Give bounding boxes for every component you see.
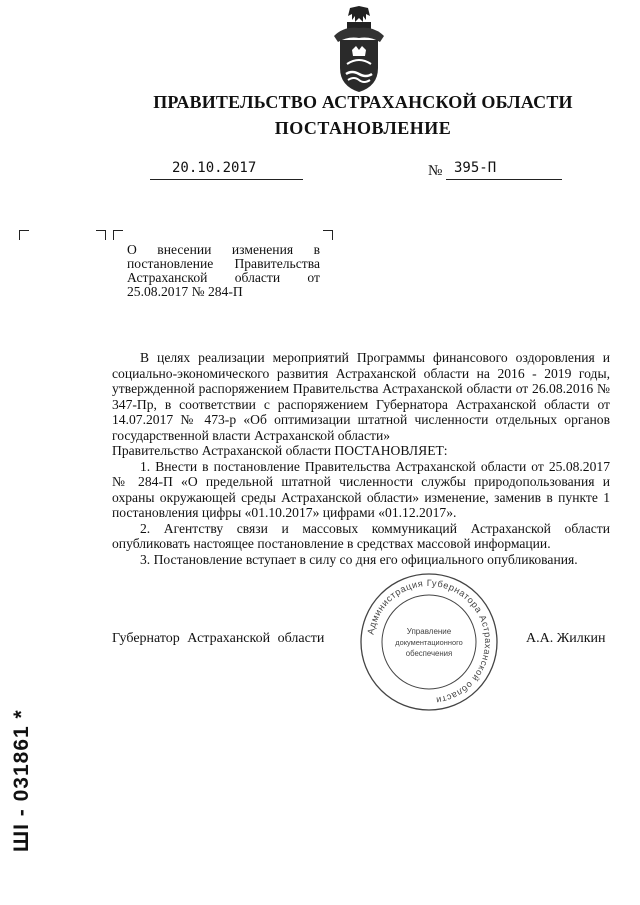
body-text	[112, 350, 610, 567]
corner-mark-subject-right	[323, 230, 333, 240]
official-stamp	[358, 571, 500, 713]
signatory-title: Губернатор Астраханской области	[112, 631, 325, 646]
organization-title: ПРАВИТЕЛЬСТВО АСТРАХАНСКОЙ ОБЛАСТИ	[153, 92, 573, 112]
document-number: 395-П	[454, 160, 497, 176]
document-type-title: ПОСТАНОВЛЕНИЕ	[274, 118, 452, 138]
corner-mark-subject-left	[113, 230, 123, 240]
subject-line: 25.08.2017 № 284-П	[127, 284, 243, 299]
signatory-name: А.А. Жилкин	[526, 631, 606, 646]
number-underline	[446, 179, 562, 180]
stamp-center-line: документационного	[395, 638, 463, 647]
subject-line: постановление Правительства	[127, 256, 320, 271]
subject-block	[127, 243, 320, 299]
stamp-ring-text: Администрация Губернатора Астраханской области	[365, 577, 494, 706]
subject-line: Астраханской области от	[127, 270, 320, 285]
stamp-center-line: обеспечения	[405, 649, 453, 658]
document-date: 20.10.2017	[172, 160, 257, 176]
side-serial-code: ШI - 031861 *	[10, 709, 33, 852]
corner-mark-left	[19, 230, 29, 240]
date-underline	[150, 179, 303, 180]
subject-line: О внесении изменения в	[127, 242, 320, 257]
item-1-paragraph: 1. Внести в постановление Правительства Астраханской области от 25.08.2017 № 284-П «О предельной штатной численности службы природопользования и охраны окружающей среды Астраханской области» изменение, заменив в пункте 1 постановления цифры «01.10.2017» цифрами «01.12.2017».	[112, 458, 610, 520]
item-3-paragraph: 3. Постановление вступает в силу со дня его официального опубликования.	[140, 551, 578, 567]
corner-mark-right	[96, 230, 106, 240]
preamble-paragraph: В целях реализации мероприятий Программы финансового оздоровления и социально-экономического развития Астраханской области на 2016 - 2019 годы, утвержденной распоряжением Правительства Астраханской области от 26.08.2016 № 347-Пр, в соответствии с распоряжением Губернатора Астраханской области от 14.07.2017 № 473-р «Об оптимизации штатной численности отдельных органов государственной власти Астраханской области»	[112, 350, 610, 443]
item-2-paragraph: 2. Агентству связи и массовых коммуникаций Астраханской области опубликовать настоящее постановление в средствах массовой информации.	[112, 520, 610, 551]
coat-of-arms-emblem	[330, 6, 388, 94]
number-label: №	[428, 163, 443, 179]
resolve-paragraph: Правительство Астраханской области ПОСТАНОВЛЯЕТ:	[112, 443, 448, 458]
stamp-center-line: Управление	[406, 627, 452, 636]
